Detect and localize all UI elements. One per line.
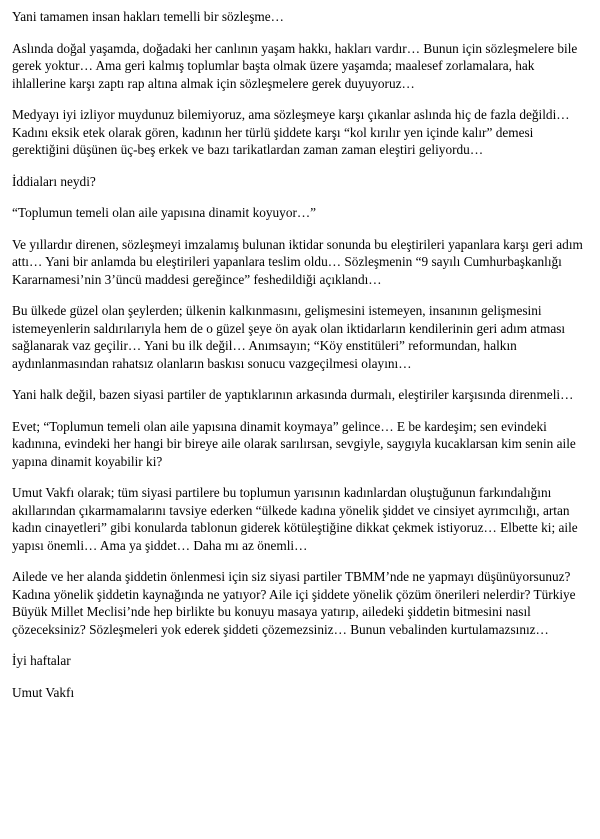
paragraph-natural-rights: Aslında doğal yaşamda, doğadaki her canlının yaşam hakkı, hakları vardır… Bunun için sözleşmelere bile gerek yoktur… Ama geri kalmış toplumlar başta olmak üzere yaşamda; maalesef zorlamalara, hak ihlallerine karşı zaptı rap altına almak için sözleşmelere gerek duyuyoruz… xyxy=(12,40,578,91)
paragraph-closing: İyi haftalar xyxy=(12,653,71,668)
paragraph-signature: Umut Vakfı xyxy=(12,684,75,700)
paragraph-claims-question: İddiaları neydi? xyxy=(12,173,96,189)
paragraph-family-structure: Evet; “Toplumun temeli olan aile yapısına dinamit koymaya” gelince… E be kardeşim; sen evindeki kadınına, evindeki her hangi bir bireye aile olarak sarılırsan, sevgiyle, saygıyla kucaklarsan kim senin aile yapına dinamit koyabilir ki? xyxy=(12,418,576,469)
paragraph-village-institutes: Bu ülkede güzel olan şeylerden; ülkenin kalkınmasını, gelişmesini istemeyen, insanının gelişmesini istemeyenlerin saldırılarıyla hem de o güzel şeye ön ayak olan iktidarların kendilerinin geri adım atması sağlanarak vaz geçilir… Yani bu ilk değil… Anımsayın; “Köy enstitüleri” reformundan, halkın aydınlanmasından rahatsız olanların baskısı sonucu vazgeçilmesi olayını… xyxy=(12,303,566,371)
paragraph-withdrawal: Ve yıllardır direnen, sözleşmeyi imzalamış bulunan iktidar sonunda bu eleştirileri yapanlara karşı geri adım attı… Yani bir anlamda bu eleştirileri yapanlara teslim oldu… Sözleşmenin “9 sayılı Cumhurbaşkanlığı Kararnamesi’nin 3’üncü maddesi gereğince” feshedildiği açıklandı… xyxy=(12,236,583,287)
paragraph-claims-quote: “Toplumun temeli olan aile yapısına dinamit koyuyor…” xyxy=(12,205,317,220)
paragraph-intro: Yani tamamen insan hakları temelli bir sözleşme… xyxy=(12,9,284,24)
paragraph-umut-vakfi-call: Umut Vakfı olarak; tüm siyasi partilere bu toplumun yarısının kadınlardan oluştuğunun farkındalığını akıllarından çıkarmamalarını tavsiye ederken “ülkede kadına yönelik şiddet ve cinsiyet ayrımcılığı, artan kadın cinayetleri” gibi konularda tablonun giderek kötüleştiğine dikkat çekmek istiyoruz… Elbette ki; aile yapısı önemli… Ama ya şiddet… Daha mı az önemli… xyxy=(12,485,578,553)
paragraph-questions-tbmm: Ailede ve her alanda şiddetin önlenmesi için siz siyasi partiler TBMM’nde ne yapmayı düşünüyorsunuz? Kadına yönelik şiddetin kaynağında ne yatıyor? Aile içi şiddete yönelik çözüm önerileri nelerdir? Türkiye Büyük Millet Meclisi’nde hep birlikte bu konuyu masaya yatırıp, ailedeki şiddetin bitmesini nasıl çözeceksiniz? Sözleşmeleri yok ederek şiddeti çözemezsiniz… Bunun vebalinden kurtulamazsınız… xyxy=(12,569,576,637)
paragraph-parties-stand: Yani halk değil, bazen siyasi partiler de yaptıklarının arkasında durmalı, eleştiriler karşısında direnmeli… xyxy=(12,387,574,402)
paragraph-media: Medyayı iyi izliyor muydunuz bilemiyoruz, ama sözleşmeye karşı çıkanlar aslında hiç de fazla değildi… Kadını eksik etek olarak gören, kadının her türlü şiddete karşı “kol kırılır yen içinde kalır” demesi gerektiğini düşünen üç-beş erkek ve bazı tarikatlardan zaman zaman eleştiri geliyordu… xyxy=(12,107,570,157)
